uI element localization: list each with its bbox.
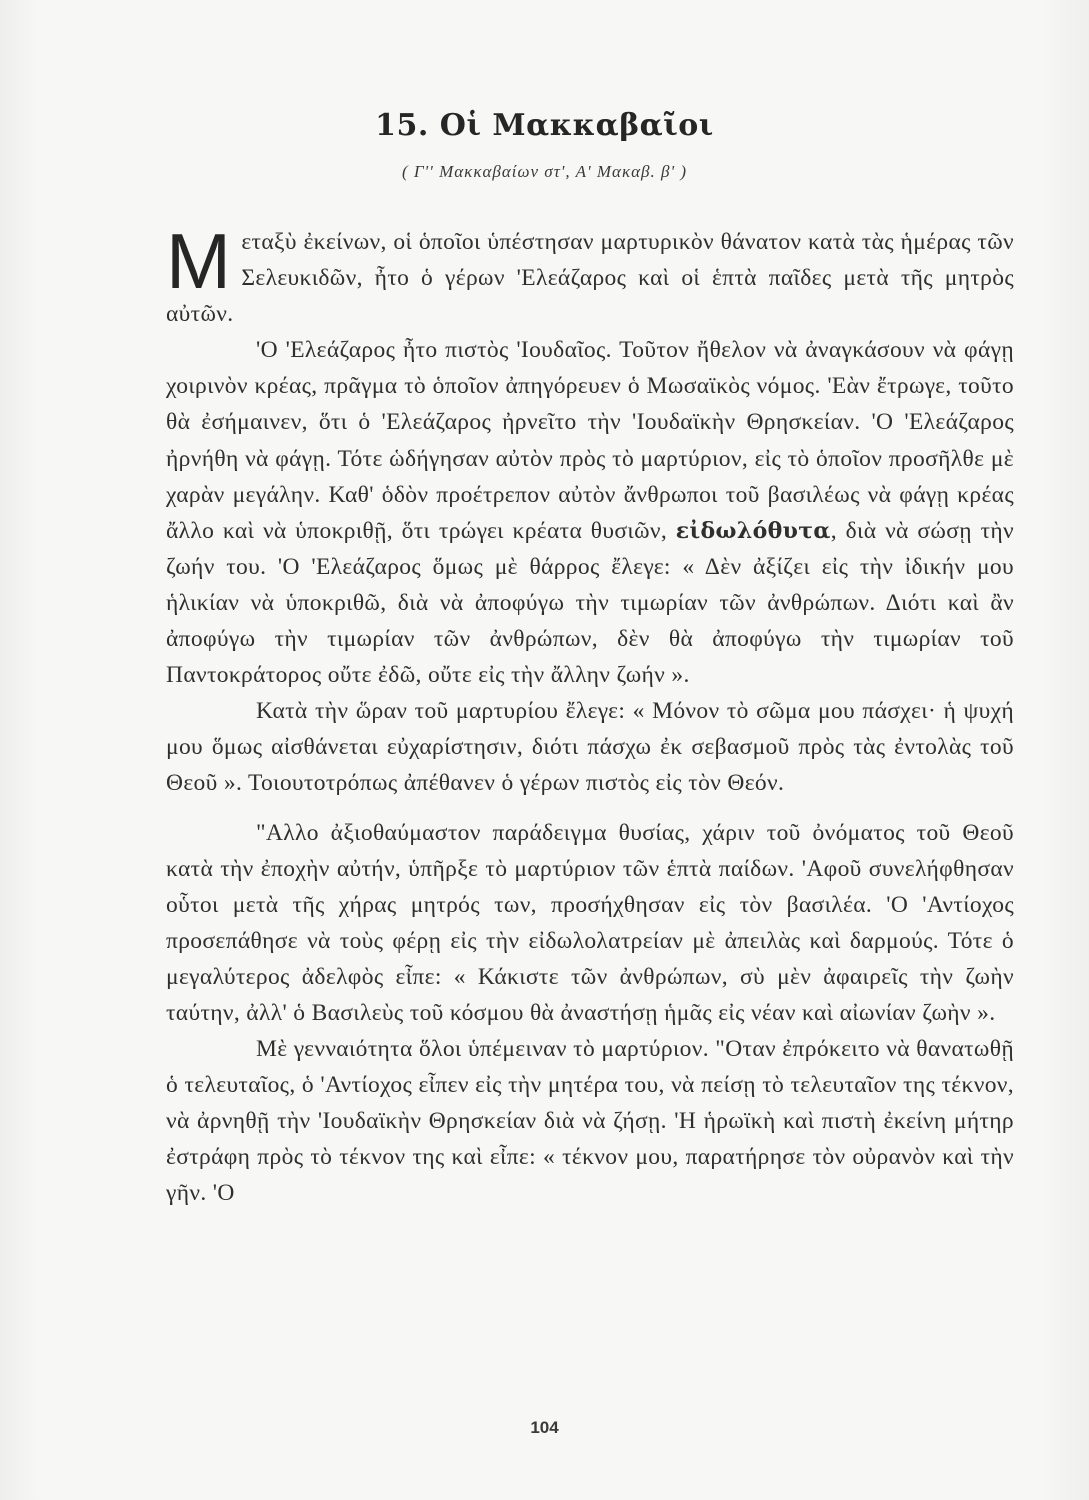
paragraph-2-text: 'Ο 'Ελεάζαρος ἦτο πιστὸς 'Ιουδαῖος. Τοῦτον ἤθελον νὰ ἀναγκάσουν νὰ φάγῃ χοιρινὸν κρέας, πρᾶγμα τὸ ὁποῖον ἀπηγόρευεν ὁ Μωσαϊκὸς νόμος. 'Εὰν ἔτρωγε, τοῦτο θὰ ἐσήμαινεν, ὅτι ὁ 'Ελεάζαρος ἠρνεῖτο τὴν 'Ιουδαϊκὴν Θρησκείαν. 'Ο 'Ελεάζαρος ἠρνήθη νὰ φάγῃ. Τότε ὡδήγησαν αὐτὸν πρὸς τὸ μαρτύριον, εἰς τὸ ὁποῖον προσῆλθε μὲ χαρὰν μεγάλην. Καθ' ὁδὸν προέτρεπον αὐτὸν ἄνθρωποι τοῦ βασιλέως νὰ φάγῃ κρέας ἄλλο καὶ νὰ ὑποκριθῇ, ὅτι τρώγει κρέατα θυσιῶν, bbox=[166, 337, 1014, 544]
chapter-subtitle: ( Γ'' Μακκαβαίων στ', Α' Μακαβ. β' ) bbox=[401, 162, 688, 181]
paragraph-1-text: εταξὺ ἐκείνων, οἱ ὁποῖοι ὑπέστησαν μαρτυρικὸν θάνατον κατὰ τὰς ἡμέρας τῶν Σελευκιδῶν, ἦτο ὁ γέρων 'Ελεάζαρος καὶ οἱ ἑπτὰ παῖδες μετὰ τῆς μητρὸς αὐτῶν. bbox=[166, 229, 1014, 328]
paragraph-3-text: Κατὰ τὴν ὥραν τοῦ μαρτυρίου ἔλεγε: « Μόνον τὸ σῶμα μου πάσχει· ἡ ψυχή μου ὅμως αἰσθάνεται εὐχαρίστησιν, διότι πάσχω ἐκ σεβασμοῦ πρὸς τὰς ἐντολὰς τοῦ Θεοῦ ». Τοιουτοτρόπως ἀπέθανεν ὁ γέρων πιστὸς εἰς τὸν Θεόν. bbox=[166, 698, 1014, 797]
paragraph-4-text: "Αλλο ἀξιοθαύμαστον παράδειγμα θυσίας, χάριν τοῦ ὀνόματος τοῦ Θεοῦ κατὰ τὴν ἐποχὴν αὐτήν, ὑπῆρξε τὸ μαρτύριον τῶν ἑπτὰ παίδων. 'Αφοῦ συνελήφθησαν οὗτοι μετὰ τῆς χήρας μητρός των, προσήχθησαν εἰς τὸν βασιλέα. 'Ο 'Αντίοχος προσεπάθησε νὰ τοὺς φέρῃ εἰς τὴν εἰδωλολατρείαν μὲ ἀπειλὰς καὶ δαρμούς. Τότε ὁ μεγαλύτερος ἀδελφὸς εἶπε: « Κάκιστε τῶν ἀνθρώπων, σὺ μὲν ἀφαιρεῖς τὴν ζωὴν ταύτην, ἀλλ' ὁ Βασιλεὺς τοῦ κόσμου θὰ ἀναστήσῃ ἡμᾶς εἰς νέαν καὶ αἰωνίαν ζωὴν ». bbox=[166, 819, 1014, 1026]
body-text bbox=[166, 217, 1014, 1212]
paragraph-2 bbox=[166, 332, 1014, 693]
bold-term: εἰδωλόθυτα bbox=[675, 517, 831, 544]
paragraph-5-text: Μὲ γενναιότητα ὅλοι ὑπέμειναν τὸ μαρτύριον. "Οταν ἐπρόκειτο νὰ θανατωθῇ ὁ τελευταῖος, ὁ 'Αντίοχος εἶπεν εἰς τὴν μητέρα του, νὰ πείσῃ τὸ τελευταῖον της τέκνον, νὰ ἀρνηθῇ τὴν 'Ιουδαϊκὴν Θρησκείαν διὰ νὰ ζήσῃ. 'Η ἡρωϊκὴ καὶ πιστὴ ἐκείνη μήτηρ ἐστράφη πρὸς τὸ τέκνον της καὶ εἶπε: « τέκνον μου, παρατήρησε τὸν οὐρανὸν καὶ τὴν γῆν. 'Ο bbox=[166, 1036, 1014, 1207]
paragraph-1 bbox=[166, 217, 1014, 332]
drop-cap: Μ bbox=[166, 217, 232, 305]
paragraph-3 bbox=[166, 693, 1014, 801]
paragraph-2-text-cont: , διὰ νὰ σώσῃ τὴν ζωήν του. 'Ο 'Ελεάζαρος ὅμως μὲ θάρρος ἔλεγε: « Δὲν ἀξίζει εἰς τὴν ἰδικήν μου ἡλικίαν νὰ ὑποκριθῶ, διὰ νὰ ἀποφύγω τὴν τιμωρίαν τῶν ἀνθρώπων. Διότι καὶ ἂν ἀποφύγω τὴν τιμωρίαν τῶν ἀνθρώπων, δὲν θὰ ἀποφύγω τὴν τιμωρίαν τοῦ Παντοκράτορος οὔτε ἐδῶ, οὔτε εἰς τὴν ἄλλην ζωήν ». bbox=[166, 517, 1014, 689]
page-number: 104 bbox=[530, 1418, 559, 1437]
chapter-title: 15. Οἱ Μακκαβαῖοι bbox=[375, 108, 714, 143]
paragraph-4 bbox=[166, 815, 1014, 1032]
paragraph-5 bbox=[166, 1031, 1014, 1211]
